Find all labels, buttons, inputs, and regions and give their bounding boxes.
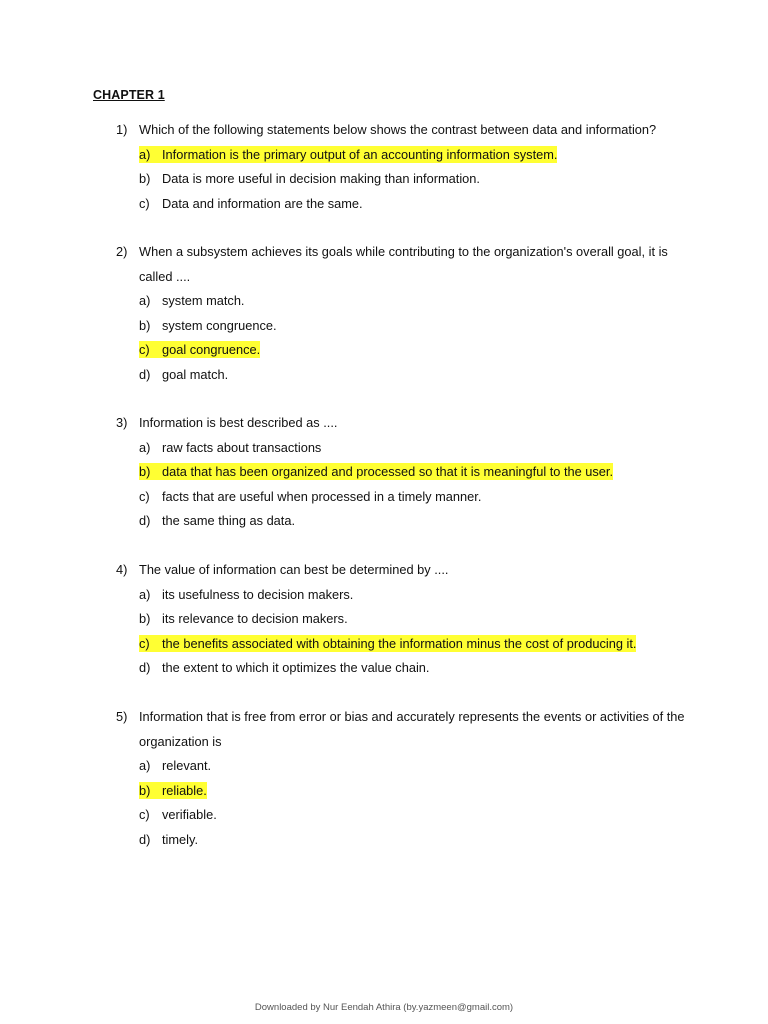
- question-number: 4): [116, 562, 128, 577]
- answer-option: [139, 632, 688, 657]
- option-text: its relevance to decision makers.: [162, 611, 348, 627]
- option-label: d): [139, 366, 151, 382]
- option-text: Information is the primary output of an accounting information system.: [162, 146, 558, 162]
- answer-option: [139, 754, 688, 779]
- option-text: timely.: [162, 831, 199, 847]
- option-text: data that has been organized and processed so that it is meaningful to the user.: [162, 464, 614, 480]
- option-text: the same thing as data.: [162, 513, 296, 529]
- question-text: Information is best described as ....: [139, 415, 338, 430]
- answer-option: [139, 192, 688, 217]
- answer-option: [139, 167, 688, 192]
- answer-option: [139, 338, 688, 363]
- question-3: [116, 411, 688, 534]
- option-label: d): [139, 660, 151, 676]
- option-text: raw facts about transactions: [162, 439, 322, 455]
- question-text: When a subsystem achieves its goals while contributing to the organization's overall goal, it is called ....: [139, 244, 668, 284]
- option-text: facts that are useful when processed in a timely manner.: [162, 488, 482, 504]
- answer-option: [139, 779, 688, 804]
- highlighted-answer: [139, 463, 613, 480]
- answer-option: [139, 436, 688, 461]
- option-text: goal match.: [162, 366, 229, 382]
- download-footer: Downloaded by Nur Eendah Athira (by.yazmeen@gmail.com): [254, 1002, 514, 1013]
- answer-option: [139, 583, 688, 608]
- highlighted-answer: [139, 782, 207, 799]
- option-text: reliable.: [162, 782, 207, 798]
- question-number: 1): [116, 122, 128, 137]
- question-stem: [116, 240, 688, 289]
- option-label: a): [139, 439, 151, 455]
- answer-option: [139, 314, 688, 339]
- option-text: the benefits associated with obtaining the information minus the cost of producing it.: [162, 635, 637, 651]
- question-2: [116, 240, 688, 387]
- option-label: c): [139, 195, 150, 211]
- question-stem: [116, 118, 688, 143]
- question-stem: [116, 705, 688, 754]
- highlighted-answer: [139, 341, 260, 358]
- answer-option: [139, 460, 688, 485]
- answer-option: [139, 607, 688, 632]
- option-text: the extent to which it optimizes the value chain.: [162, 660, 430, 676]
- option-text: its usefulness to decision makers.: [162, 586, 354, 602]
- option-text: relevant.: [162, 758, 212, 773]
- question-text: The value of information can best be determined by ....: [139, 562, 449, 577]
- option-label: d): [139, 513, 151, 529]
- question-text: Which of the following statements below shows the contrast between data and information?: [139, 122, 657, 137]
- question-number: 3): [116, 415, 128, 430]
- option-label: b): [139, 464, 151, 480]
- question-stem: [116, 411, 688, 436]
- answer-option: [139, 485, 688, 510]
- option-text: verifiable.: [162, 807, 217, 823]
- answer-option: [139, 289, 688, 314]
- option-label: c): [139, 342, 150, 358]
- option-label: a): [139, 758, 151, 773]
- option-label: c): [139, 635, 150, 651]
- question-number: 5): [116, 709, 128, 724]
- option-label: a): [139, 293, 151, 308]
- chapter-title: CHAPTER 1: [93, 88, 165, 102]
- option-label: b): [139, 611, 151, 627]
- option-text: system congruence.: [162, 317, 277, 333]
- option-label: c): [139, 807, 150, 823]
- answer-option: [139, 509, 688, 534]
- option-text: Data and information are the same.: [162, 195, 363, 211]
- answer-option: [139, 828, 688, 853]
- question-text: Information that is free from error or bias and accurately represents the events or activities of the organization is: [139, 709, 685, 749]
- question-4: [116, 558, 688, 681]
- option-label: a): [139, 586, 151, 602]
- answer-option: [139, 656, 688, 681]
- highlighted-answer: [139, 146, 557, 163]
- question-1: [116, 118, 688, 216]
- answer-option: [139, 803, 688, 828]
- highlighted-answer: [139, 635, 636, 652]
- option-label: b): [139, 317, 151, 333]
- option-text: Data is more useful in decision making than information.: [162, 171, 480, 187]
- option-label: b): [139, 171, 151, 187]
- answer-option: [139, 363, 688, 388]
- option-label: d): [139, 831, 151, 847]
- option-text: system match.: [162, 293, 245, 308]
- question-number: 2): [116, 244, 128, 259]
- question-stem: [116, 558, 688, 583]
- question-5: [116, 705, 688, 852]
- option-label: a): [139, 146, 151, 162]
- option-label: c): [139, 488, 150, 504]
- answer-option: [139, 143, 688, 168]
- option-label: b): [139, 782, 151, 798]
- option-text: goal congruence.: [162, 342, 261, 358]
